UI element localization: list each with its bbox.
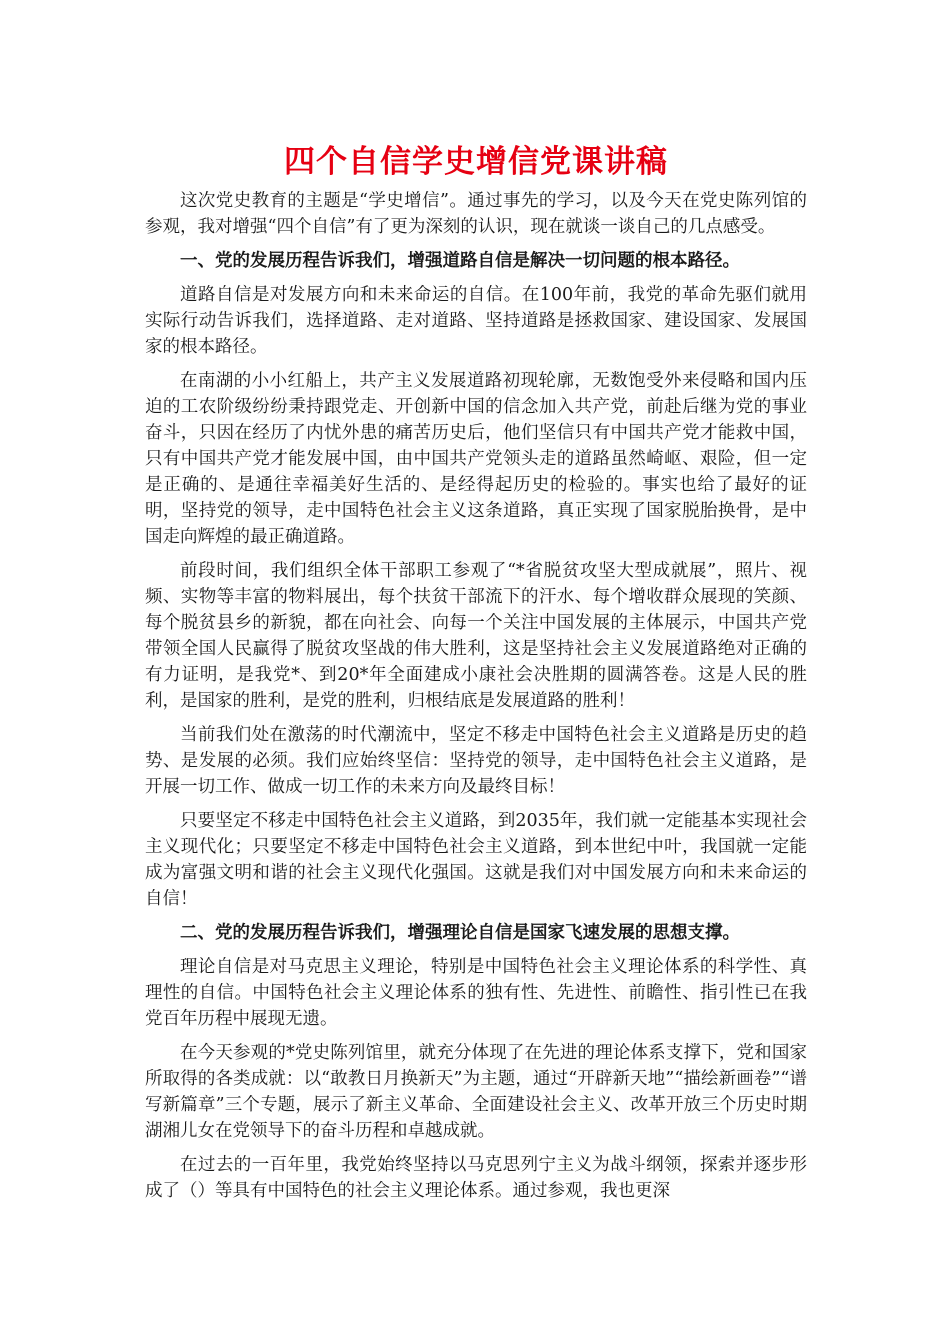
body-paragraph: 在今天参观的*党史陈列馆里，就充分体现了在先进的理论体系支撑下，党和国家所取得的各类成就：以“敢教日月换新天”为主题，通过“开辟新天地”“描绘新画卷”“谱写新篇章”三个专题，展示了新主义革命、全面建设社会主义、改革开放三个历史时期湖湘儿女在党领导下的奋斗历程和卓越成就。 xyxy=(145,1043,807,1141)
body-paragraph: 在南湖的小小红船上，共产主义发展道路初现轮廓，无数饱受外来侵略和国内压迫的工农阶级纷纷秉持跟党走、开创新中国的信念加入共产党，前赴后继为党的事业奋斗，只因在经历了内忧外患的痛苦历史后，他们坚信只有中国共产党才能救中国，只有中国共产党才能发展中国，由中国共产党领头走的道路虽然崎岖、艰险，但一定是正确的、是通往幸福美好生活的、是经得起历史的检验的。事实也给了最好的证明，坚持党的领导，走中国特色社会主义这条道路，真正实现了国家脱胎换骨，是中国走向辉煌的最正确道路。 xyxy=(145,371,807,547)
body-paragraph: 只要坚定不移走中国特色社会主义道路，到2035年，我们就一定能基本实现社会主义现代化；只要坚定不移走中国特色社会主义道路，到本世纪中叶，我国就一定能成为富强文明和谐的社会主义现代化强国。这就是我们对中国发展方向和未来命运的自信！ xyxy=(145,811,807,909)
body-paragraph: 在过去的一百年里，我党始终坚持以马克思列宁主义为战斗纲领，探索并逐步形成了（）等具有中国特色的社会主义理论体系。通过参观，我也更深 xyxy=(145,1155,807,1201)
intro-paragraph: 这次党史教育的主题是“学史增信”。通过事先的学习，以及今天在党史陈列馆的参观，我对增强“四个自信”有了更为深刻的认识，现在就谈一谈自己的几点感受。 xyxy=(145,191,807,237)
body-paragraph: 理论自信是对马克思主义理论，特别是中国特色社会主义理论体系的科学性、真理性的自信。中国特色社会主义理论体系的独有性、先进性、前瞻性、指引性已在我党百年历程中展现无遗。 xyxy=(145,957,807,1029)
document-title: 四个自信学史增信党课讲稿 xyxy=(284,144,668,180)
section-heading-2: 二、党的发展历程告诉我们，增强理论自信是国家飞速发展的思想支撑。 xyxy=(180,923,740,943)
document-page xyxy=(145,140,807,1212)
body-paragraph: 道路自信是对发展方向和未来命运的自信。在100年前，我党的革命先驱们就用实际行动告诉我们，选择道路、走对道路、坚持道路是拯救国家、建设国家、发展国家的根本路径。 xyxy=(145,285,807,357)
section-heading-1: 一、党的发展历程告诉我们，增强道路自信是解决一切问题的根本路径。 xyxy=(180,251,740,271)
body-paragraph: 当前我们处在激荡的时代潮流中，坚定不移走中国特色社会主义道路是历史的趋势、是发展的必须。我们应始终坚信：坚持党的领导，走中国特色社会主义道路，是开展一切工作、做成一切工作的未来方向及最终目标！ xyxy=(145,725,807,797)
body-paragraph: 前段时间，我们组织全体干部职工参观了“*省脱贫攻坚大型成就展”，照片、视频、实物等丰富的物料展出，每个扶贫干部流下的汗水、每个增收群众展现的笑颜、每个脱贫县乡的新貌，都在向社会、向每一个关注中国发展的主体展示，中国共产党带领全国人民赢得了脱贫攻坚战的伟大胜利，这是坚持社会主义发展道路绝对正确的有力证明，是我党*、到20*年全面建成小康社会决胜期的圆满答卷。这是人民的胜利，是国家的胜利，是党的胜利，归根结底是发展道路的胜利！ xyxy=(145,561,807,711)
